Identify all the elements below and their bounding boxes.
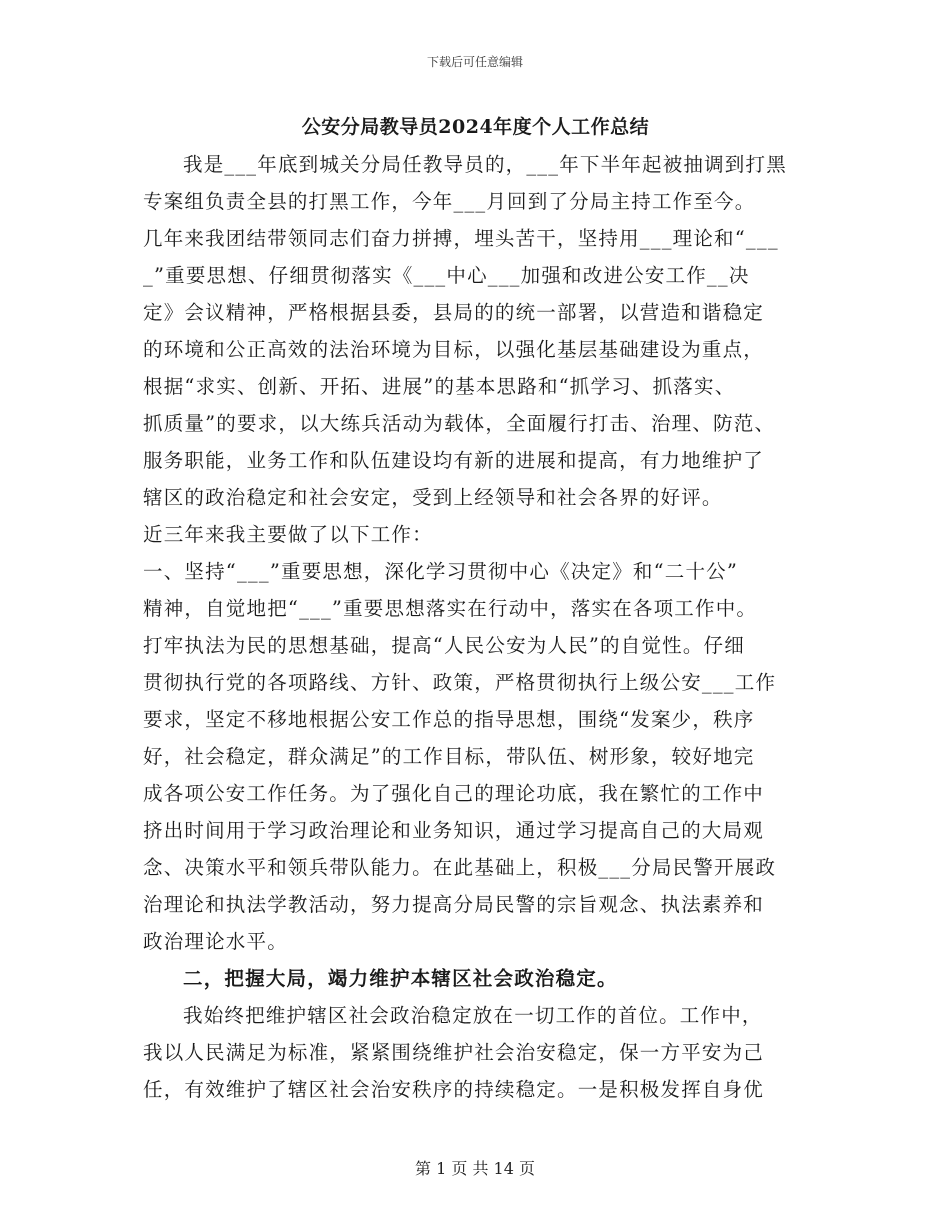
text-line: 根据“求实、创新、开拓、进展”的基本思路和“抓学习、抓落实、 [143, 375, 736, 398]
text-line: 贯彻执行党的各项路线、方针、政策，严格贯彻执行上级公安___工作 [143, 671, 777, 694]
page-footer: 第 1 页 共 14 页 [415, 1159, 535, 1178]
text-line: 挤出时间用于学习政治理论和业务知识，通过学习提高自己的大局观 [143, 819, 765, 842]
text-line: 我是___年底到城关分局任教导员的，___年下半年起被抽调到打黑 [183, 153, 787, 176]
text-line: 我以人民满足为标准，紧紧围绕维护社会治安稳定，保一方平安为己 [143, 1041, 765, 1064]
text-line: 辖区的政治稳定和社会安定，受到上经领导和社会各界的好评。 [143, 486, 723, 509]
text-line: 治理论和执法学教活动，努力提高分局民警的宗旨观念、执法素养和 [143, 893, 765, 916]
header-note: 下载后可任意编辑 [426, 55, 523, 69]
text-line: 任，有效维护了辖区社会治安秩序的持续稳定。一是积极发挥自身优 [143, 1078, 765, 1101]
text-line: 我始终把维护辖区社会政治稳定放在一切工作的首位。工作中， [183, 1004, 763, 1027]
text-line: 精神，自觉地把“___”重要思想落实在行动中，落实在各项工作中。 [143, 597, 758, 620]
text-line: 的环境和公正高效的法治环境为目标，以强化基层基础建设为重点， [143, 338, 765, 361]
text-line: 成各项公安工作任务。为了强化自己的理论功底，我在繁忙的工作中 [143, 782, 765, 805]
text-line: 政治理论水平。 [143, 930, 288, 953]
text-line: 几年来我团结带领同志们奋力拼搏，埋头苦干，坚持用___理论和“___ [143, 227, 779, 250]
text-line: 一、坚持“___”重要思想，深化学习贯彻中心《决定》和“二十公” [143, 560, 739, 583]
text-line: 近三年来我主要做了以下工作： [143, 523, 433, 546]
text-line: 好，社会稳定，群众满足”的工作目标，带队伍、树形象，较好地完 [143, 745, 755, 768]
text-line: 念、决策水平和领兵带队能力。在此基础上，积极___分局民警开展政 [143, 856, 777, 879]
section-heading: 二，把握大局，竭力维护本辖区社会政治稳定。 [183, 967, 618, 990]
text-line: 要求，坚定不移地根据公安工作总的指导思想，围绕“发案少，秩序 [143, 708, 755, 731]
text-line: 抓质量”的要求，以大练兵活动为载体，全面履行打击、治理、防范、 [143, 412, 776, 435]
text-line: 服务职能，业务工作和队伍建设均有新的进展和提高，有力地维护了 [143, 449, 765, 472]
document-title: 公安分局教导员2024年度个人工作总结 [301, 116, 650, 138]
text-line: 定》会议精神，严格根据县委，县局的的统一部署，以营造和谐稳定 [143, 301, 765, 324]
paragraph-lines [143, 146, 808, 1108]
text-line: _”重要思想、仔细贯彻落实《___中心___加强和改进公安工作__决 [143, 264, 750, 287]
text-line: 打牢执法为民的思想基础，提高“人民公安为人民”的自觉性。仔细 [143, 634, 745, 657]
text-line: 专案组负责全县的打黑工作，今年___月回到了分局主持工作至今。 [143, 190, 756, 213]
document-body [143, 110, 808, 1108]
